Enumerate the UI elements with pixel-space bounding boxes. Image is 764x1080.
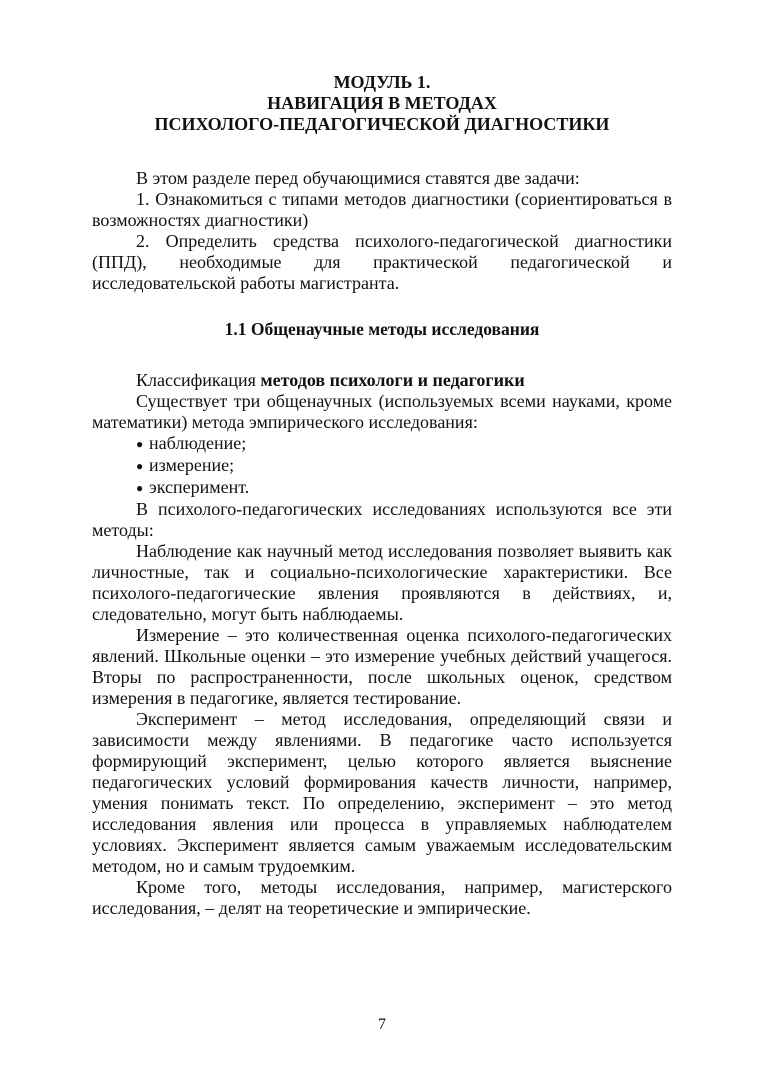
section-heading: 1.1 Общенаучные методы исследования	[224, 319, 540, 339]
list-item: ● наблюдение;	[136, 433, 247, 453]
bullet-icon: ●	[136, 481, 144, 495]
bullet-icon: ●	[136, 459, 144, 473]
intro-task-2: 2. Определить средства психолого-педагогической диагностики (ППД), необходимые для практической педагогической и исследовательской работы магистранта.	[92, 231, 672, 293]
classification-line	[92, 370, 672, 391]
module-title-line-3: ПСИХОЛОГО-ПЕДАГОГИЧЕСКОЙ ДИАГНОСТИКИ	[154, 114, 610, 134]
module-title-line-1: МОДУЛЬ 1.	[333, 72, 431, 92]
classification-prefix: Классификация	[136, 370, 261, 390]
document-page	[92, 72, 672, 919]
module-title	[92, 72, 672, 135]
paragraph-measurement: Измерение – это количественная оценка психолого-педагогических явлений. Школьные оценки – это измерение учебных действий учащегося. Вторы по распространенности, после школьных оценок, средством измерения в педагогике, является тестирование.	[92, 625, 672, 708]
paragraph-2: В психолого-педагогических исследованиях используются все эти методы:	[92, 499, 672, 540]
paragraph-conclusion: Кроме того, методы исследования, например, магистерского исследования, – делят на теоретические и эмпирические.	[92, 877, 672, 918]
paragraph-1: Существует три общенаучных (используемых всеми науками, кроме математики) метода эмпирического исследования:	[92, 391, 672, 432]
list-item: ● эксперимент.	[136, 477, 250, 497]
classification-bold: методов психологи и педагогики	[260, 370, 525, 390]
intro-task-1: 1. Ознакомиться с типами методов диагностики (сориентироваться в возможностях диагностики)	[92, 189, 672, 230]
methods-list	[92, 433, 672, 499]
list-item: ● измерение;	[136, 455, 235, 475]
page-number: 7	[378, 1016, 386, 1033]
module-title-line-2: НАВИГАЦИЯ В МЕТОДАХ	[267, 93, 497, 113]
paragraph-experiment: Эксперимент – метод исследования, определяющий связи и зависимости между явлениями. В педагогике часто используется формирующий эксперимент, целью которого является выяснение педагогических условий формирования качеств личности, например, умения понимать текст. По определению, эксперимент – это метод исследования явления или процесса в управляемых наблюдателем условиях. Эксперимент является самым уважаемым исследовательским методом, но и самым трудоемким.	[92, 709, 672, 876]
bullet-icon: ●	[136, 437, 144, 451]
paragraph-observation: Наблюдение как научный метод исследования позволяет выявить как личностные, так и социально-психологические характеристики. Все психолого-педагогические явления проявляются в действиях, и, следовательно, могут быть наблюдаемы.	[92, 541, 672, 624]
intro-lead: В этом разделе перед обучающимися ставятся две задачи:	[136, 168, 580, 188]
